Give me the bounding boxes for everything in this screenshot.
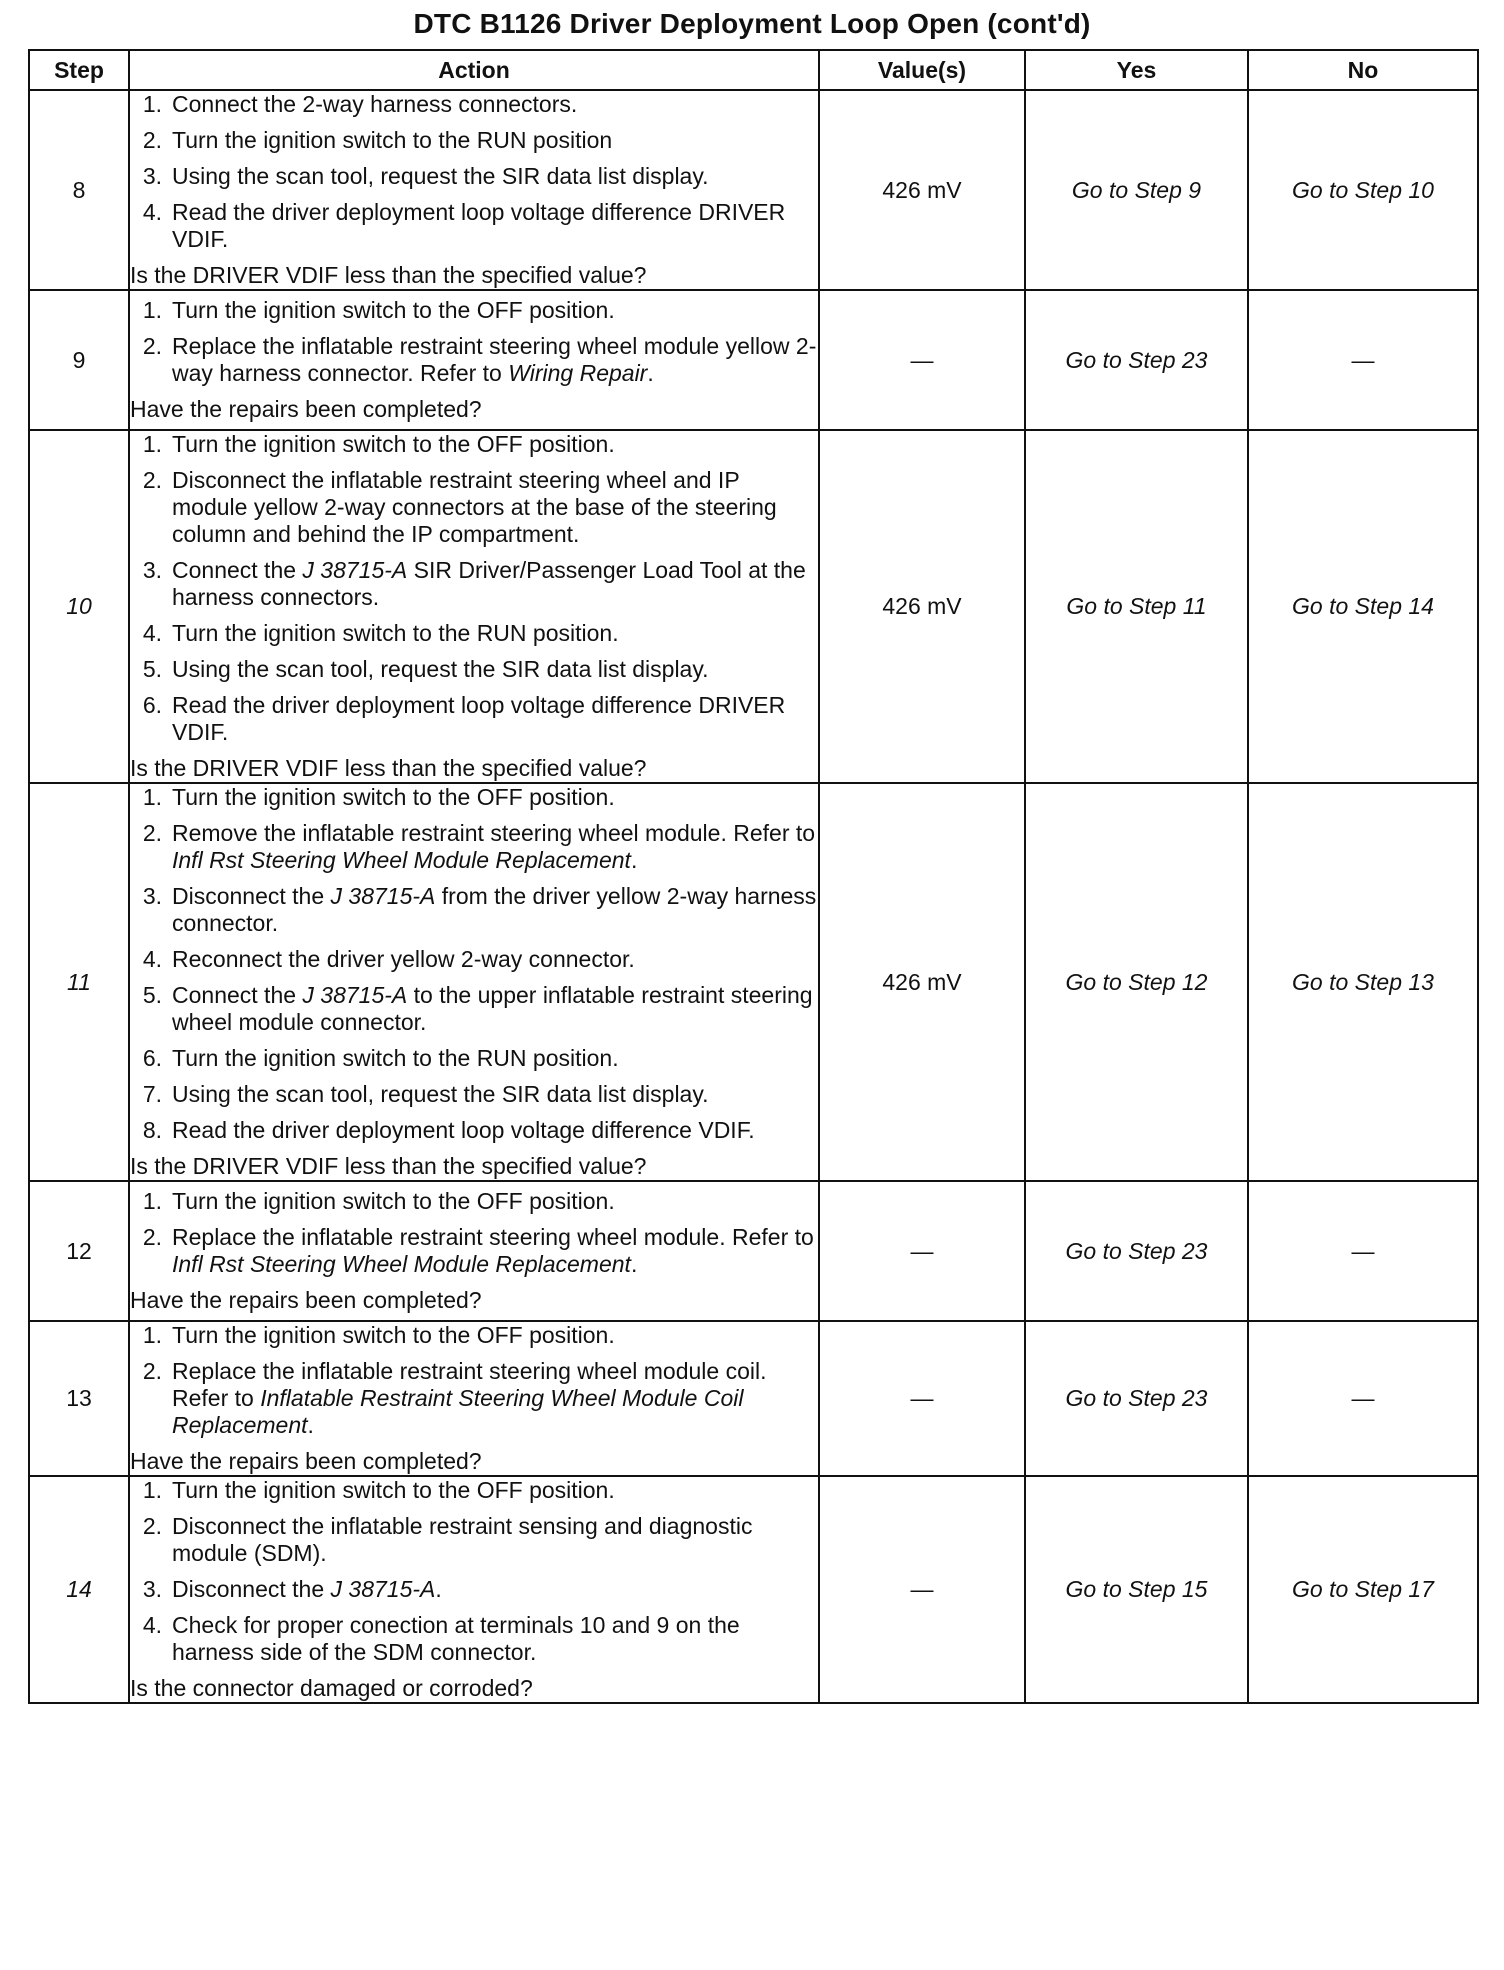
item-number: 8. [142, 1117, 162, 1143]
table-row [29, 1321, 1478, 1476]
action-item [130, 91, 818, 118]
action-item [130, 1513, 818, 1567]
step-number: 12 [29, 1181, 129, 1321]
no-cell: Go to Step 14 [1248, 430, 1478, 783]
action-item [130, 431, 818, 458]
item-text [172, 1612, 818, 1666]
instruction-text: Turn the ignition switch to the OFF position. [172, 1322, 615, 1348]
yes-cell: Go to Step 23 [1025, 290, 1248, 430]
value-cell: — [819, 1181, 1025, 1321]
header-step: Step [29, 50, 129, 90]
item-text [172, 1224, 818, 1278]
item-number: 3. [142, 557, 162, 583]
step-question: Is the DRIVER VDIF less than the specified value? [130, 1153, 647, 1179]
action-item [130, 656, 818, 683]
action-cell [129, 783, 819, 1181]
value-cell: — [819, 1476, 1025, 1703]
action-item [130, 982, 818, 1036]
action-cell [129, 290, 819, 430]
instruction-text: Replace the inflatable restraint steering wheel module. Refer to [172, 1224, 814, 1250]
instruction-text: SIR Driver/Passenger Load Tool at the harness connectors. [172, 557, 806, 610]
item-text [172, 1513, 818, 1567]
instruction-text: Replace the inflatable restraint steering wheel module yellow 2-way harness connector. Refer to [172, 333, 817, 386]
instruction-text: Connect the [172, 982, 303, 1008]
no-cell: — [1248, 1321, 1478, 1476]
item-text [172, 784, 818, 811]
instruction-text: from the driver yellow 2-way harness connector. [172, 883, 817, 936]
action-item [130, 820, 818, 874]
instruction-text: Reconnect the driver yellow 2-way connector. [172, 946, 635, 972]
reference-text: J 38715-A [330, 883, 436, 909]
item-text [172, 1188, 818, 1215]
item-number: 2. [142, 1224, 162, 1250]
instruction-text: Connect the [172, 557, 303, 583]
instruction-text: . [435, 1576, 442, 1602]
item-text [172, 333, 818, 387]
instruction-text: . [630, 1251, 638, 1277]
item-text [172, 297, 818, 324]
value-cell: 426 mV [819, 430, 1025, 783]
item-text [172, 1358, 818, 1439]
action-item [130, 163, 818, 190]
instruction-text: Disconnect the [172, 1576, 331, 1602]
instruction-text: . [307, 1412, 314, 1438]
instruction-text: Turn the ignition switch to the OFF position. [172, 1188, 615, 1214]
table-body [29, 90, 1478, 1703]
step-number: 13 [29, 1321, 129, 1476]
instruction-text: Disconnect the inflatable restraint sensing and diagnostic module (SDM). [172, 1513, 753, 1566]
step-question: Have the repairs been completed? [130, 1287, 482, 1313]
reference-text: Infl Rst Steering Wheel Module Replacement [172, 1251, 631, 1277]
action-item [130, 297, 818, 324]
item-text [172, 820, 818, 874]
action-item [130, 784, 818, 811]
instruction-text: Turn the ignition switch to the RUN position. [172, 1045, 619, 1071]
item-text [172, 1322, 818, 1349]
step-number: 14 [29, 1476, 129, 1703]
item-text [172, 127, 818, 154]
reference-text: Wiring Repair [508, 360, 648, 386]
instruction-text: Read the driver deployment loop voltage difference DRIVER VDIF. [172, 692, 786, 745]
item-text [172, 982, 818, 1036]
yes-cell: Go to Step 9 [1025, 90, 1248, 290]
instruction-text: Read the driver deployment loop voltage difference DRIVER VDIF. [172, 199, 786, 252]
item-number: 4. [142, 946, 162, 972]
action-item [130, 1117, 818, 1144]
item-number: 1. [142, 91, 162, 117]
item-number: 1. [142, 297, 162, 323]
item-text [172, 91, 818, 118]
table-row [29, 783, 1478, 1181]
action-item [130, 1322, 818, 1349]
item-number: 2. [142, 467, 162, 493]
table-row [29, 1181, 1478, 1321]
action-item [130, 1358, 818, 1439]
instruction-text: Check for proper conection at terminals 10 and 9 on the harness side of the SDM connector. [172, 1612, 740, 1665]
instruction-text: to the upper inflatable restraint steering wheel module connector. [172, 982, 813, 1035]
item-text [172, 1081, 818, 1108]
header-values: Value(s) [819, 50, 1025, 90]
item-number: 1. [142, 431, 162, 457]
instruction-text: Turn the ignition switch to the OFF position. [172, 297, 615, 323]
no-cell: — [1248, 290, 1478, 430]
yes-cell: Go to Step 15 [1025, 1476, 1248, 1703]
item-number: 2. [142, 1513, 162, 1539]
item-text [172, 1576, 818, 1603]
instruction-text: Turn the ignition switch to the RUN position. [172, 620, 619, 646]
item-text [172, 1477, 818, 1504]
action-item [130, 557, 818, 611]
action-item [130, 1576, 818, 1603]
diagnostic-table [28, 49, 1479, 1704]
step-question: Is the DRIVER VDIF less than the specified value? [130, 755, 647, 781]
instruction-text: Disconnect the inflatable restraint steering wheel and IP module yellow 2-way connectors at the base of the steering column and behind the IP compartment. [172, 467, 777, 547]
item-number: 4. [142, 620, 162, 646]
instruction-text: Using the scan tool, request the SIR data list display. [172, 163, 709, 189]
header-yes: Yes [1025, 50, 1248, 90]
item-number: 4. [142, 1612, 162, 1638]
yes-cell: Go to Step 12 [1025, 783, 1248, 1181]
action-cell [129, 90, 819, 290]
item-text [172, 1045, 818, 1072]
action-item [130, 692, 818, 746]
action-cell [129, 1476, 819, 1703]
item-text [172, 946, 818, 973]
instruction-text: Using the scan tool, request the SIR data list display. [172, 656, 709, 682]
instruction-text: Turn the ignition switch to the RUN position [172, 127, 613, 153]
instruction-text: . [630, 847, 638, 873]
reference-text: J 38715-A [302, 557, 408, 583]
yes-cell: Go to Step 23 [1025, 1321, 1248, 1476]
instruction-text: Using the scan tool, request the SIR data list display. [172, 1081, 709, 1107]
action-item [130, 946, 818, 973]
action-item [130, 127, 818, 154]
step-number: 9 [29, 290, 129, 430]
table-row [29, 290, 1478, 430]
value-cell: — [819, 1321, 1025, 1476]
yes-cell: Go to Step 23 [1025, 1181, 1248, 1321]
page-title: DTC B1126 Driver Deployment Loop Open (cont'd) [413, 8, 1091, 39]
instruction-text: Replace the inflatable restraint steering wheel module coil. Refer to [172, 1358, 767, 1411]
no-cell: Go to Step 10 [1248, 90, 1478, 290]
value-cell: — [819, 290, 1025, 430]
action-item [130, 199, 818, 253]
item-number: 7. [142, 1081, 162, 1107]
table-row [29, 1476, 1478, 1703]
item-number: 3. [142, 1576, 162, 1602]
instruction-text: Turn the ignition switch to the OFF position. [172, 431, 615, 457]
action-item [130, 1081, 818, 1108]
instruction-text: Disconnect the [172, 883, 331, 909]
item-number: 2. [142, 820, 162, 846]
step-number: 10 [29, 430, 129, 783]
step-question: Is the connector damaged or corroded? [130, 1675, 533, 1701]
header-action: Action [129, 50, 819, 90]
instruction-text: Connect the 2-way harness connectors. [172, 91, 578, 117]
reference-text: Inflatable Restraint Steering Wheel Module Coil Replacement [172, 1385, 744, 1438]
reference-text: Infl Rst Steering Wheel Module Replacement [172, 847, 631, 873]
item-number: 2. [142, 333, 162, 359]
step-question: Have the repairs been completed? [130, 1448, 482, 1474]
action-item [130, 620, 818, 647]
item-number: 5. [142, 656, 162, 682]
item-number: 1. [142, 1188, 162, 1214]
header-row [29, 50, 1478, 90]
action-cell [129, 1181, 819, 1321]
item-number: 4. [142, 199, 162, 225]
step-number: 11 [29, 783, 129, 1181]
table-row [29, 430, 1478, 783]
step-number: 8 [29, 90, 129, 290]
item-text [172, 431, 818, 458]
value-cell: 426 mV [819, 90, 1025, 290]
item-number: 2. [142, 1358, 162, 1384]
action-cell [129, 1321, 819, 1476]
item-number: 1. [142, 1322, 162, 1348]
action-item [130, 883, 818, 937]
instruction-text: Turn the ignition switch to the OFF position. [172, 784, 615, 810]
item-text [172, 692, 818, 746]
no-cell: Go to Step 13 [1248, 783, 1478, 1181]
item-number: 3. [142, 883, 162, 909]
item-text [172, 163, 818, 190]
table-header [29, 50, 1478, 90]
no-cell: — [1248, 1181, 1478, 1321]
action-item [130, 1224, 818, 1278]
action-item [130, 1477, 818, 1504]
yes-cell: Go to Step 11 [1025, 430, 1248, 783]
no-cell: Go to Step 17 [1248, 1476, 1478, 1703]
item-text [172, 199, 818, 253]
action-item [130, 1612, 818, 1666]
header-no: No [1248, 50, 1478, 90]
item-number: 6. [142, 692, 162, 718]
value-cell: 426 mV [819, 783, 1025, 1181]
item-text [172, 883, 818, 937]
item-text [172, 620, 818, 647]
item-number: 1. [142, 784, 162, 810]
item-number: 2. [142, 127, 162, 153]
item-text [172, 1117, 818, 1144]
instruction-text: . [647, 360, 654, 386]
step-question: Is the DRIVER VDIF less than the specified value? [130, 262, 647, 288]
action-item [130, 1188, 818, 1215]
action-item [130, 333, 818, 387]
item-text [172, 557, 818, 611]
item-number: 5. [142, 982, 162, 1008]
reference-text: J 38715-A [302, 982, 408, 1008]
instruction-text: Turn the ignition switch to the OFF position. [172, 1477, 615, 1503]
action-cell [129, 430, 819, 783]
instruction-text: Read the driver deployment loop voltage difference VDIF. [172, 1117, 755, 1143]
action-item [130, 467, 818, 548]
item-number: 6. [142, 1045, 162, 1071]
item-text [172, 467, 818, 548]
item-number: 3. [142, 163, 162, 189]
item-number: 1. [142, 1477, 162, 1503]
item-text [172, 656, 818, 683]
action-item [130, 1045, 818, 1072]
table-row [29, 90, 1478, 290]
reference-text: J 38715-A [330, 1576, 436, 1602]
step-question: Have the repairs been completed? [130, 396, 482, 422]
instruction-text: Remove the inflatable restraint steering wheel module. Refer to [172, 820, 816, 846]
